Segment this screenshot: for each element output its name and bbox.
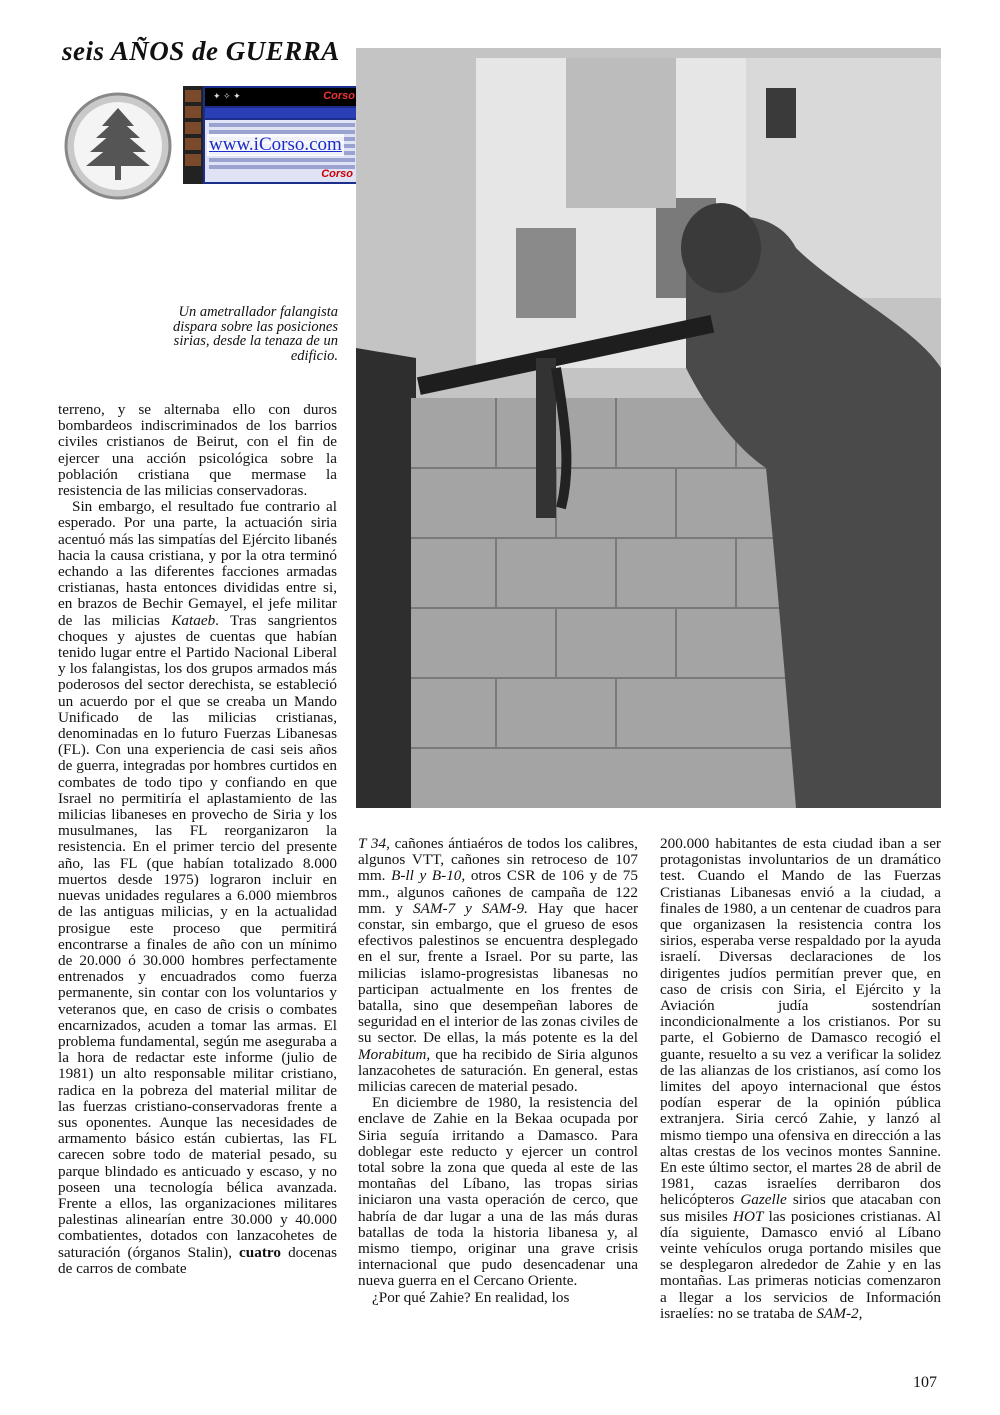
text-column-2 [358,836,638,1306]
cedar-emblem-logo [62,86,180,204]
banner-brand: Corso [323,90,355,102]
photo-caption: Un ametrallador falangista dispara sobre las posiciones sirias, desde la tenaza de un edificio. [172,304,338,364]
page-number: 107 [913,1374,937,1391]
paragraph: T 34, cañones ántiaéros de todos los calibres, algunos VTT, cañones sin retroceso de 107 mm. B-ll y B-10, otros CSR de 106 y de 75 mm., algunos cañones de campaña de 122 mm. y SAM-7 y SAM-9. Hay que hacer constar, sin embargo, que el grueso de esos efectivos palestinos se encuentra desplegado en el sur, frente a Israel. Por su parte, las milicias islamo-progresistas libanesas no participan actualmente en los frentes de batalla, sino que desempeñan labores de seguridad en el interior de las zonas civiles de su sector. De ellas, la más potente es la del Morabitum, que ha recibido de Siria algunos lanzacohetes de saturación. En general, estas milicias carecen de material pesado. [358,835,638,1096]
banner-brand-small: Corso [321,168,353,180]
page-title: seis AÑOS de GUERRA [62,36,340,66]
banner-subbar [205,108,359,118]
text-column-3 [660,836,941,1322]
paragraph: terreno, y se alternaba ello con duros bombardeos indiscriminados de los barrios civiles cristianos de Beirut, con el fin de ejercer una acción psicológica sobre la población cristiana que mermase la resistencia de las milicias conservadoras. [58,401,337,500]
banner-sidebar-thumbnails [183,86,203,184]
paragraph: 200.000 habitantes de esta ciudad iban a ser protagonistas involuntarios de un dramático test. Cuando el Mando de las Fuerzas Cristianas Libanesas envió a la ciudad, a finales de 1980, a un centenar de cuadros para que organizasen la resistencia contra los sirios, esperaba verse respaldado por la ayuda israelí. Diversas declaraciones de los dirigentes judíos permitían prever que, en caso de crisis con Siria, el Ejército y la Aviación judía sostendrían incondicionalmente a los cristianos. Por su parte, el Gobierno de Damasco recogió el guante, resuelto a su vez a verificar la solidez de las alianzas de los cristianos, así como los limites del apoyo internacional que éstos podían esperar de la opinión pública extranjera. Siria cercó Zahie, y lanzó al mismo tiempo una ofensiva en dirección a las altas crestas de los vecinos montes Sannine. En este último sector, el martes 28 de abril de 1981, cazas israelíes derribaron dos helicópteros Gazelle sirios que atacaban con sus misiles HOT las posiciones cristianas. Al día siguiente, Damasco envió al Líbano veinte vehículos oruga portando misiles que se desplegaron alrededor de Zahie y en las montañas. Las primeras noticias comenzaron a llegar a los servicios de Información israelíes: no se trataba de SAM-2, [660,835,941,1322]
icorso-banner[interactable] [183,86,361,184]
cedar-icon [62,86,180,204]
paragraph: En diciembre de 1980, la resistencia del enclave de Zahie en la Bekaa ocupada por Siria seguía irritando a Damasco. Para doblegar este reducto y ejercer un control total sobre la zona que queda al este de las montañas del Líbano, las tropas sirias iniciaron una vasta operación de cerco, que habría de dar lugar a una de las más duras batallas de toda la historia libanesa y, al mismo tiempo, originar una grave crisis internacional que pudo desencadenar una nueva guerra en el Cercano Oriente. [358,1094,638,1290]
paragraph: Sin embargo, el resultado fue contrario al esperado. Por una parte, la actuación siria acentuó más las simpatías del Ejército libanés hacia la causa cristiana, y por la otra terminó echando a las diferentes facciones armadas cristianas, hasta entonces divididas entre si, en brazos de Bechir Gemayel, el jefe militar de las milicias Kataeb. Tras sangrientos choques y ajustes de cuentas que habían tenido lugar entre el Partido Nacional Liberal y los falangistas, los dos grupos armados más poderosos del sector derechista, se estableció un acuerdo por el que se creaba un Mando Unificado de las milicias cristianas, denominadas en lo futuro Fuerzas Libanesas (FL). Con una experiencia de casi seis años de guerra, integradas por hombres curtidos en combates de todo tipo y confiando en que Israel no permitiría el aplastamiento de las milicias libaneses en provecho de Siria y los musulmanes, las FL reorganizaron la resistencia. En el primer tercio del presente año, las FL (que habían totalizado 8.000 muertos desde 1975) lograron incluir en nuevas unidades regulares a 6.000 miembros de las antiguas milicias, y en la actualidad prosigue este proceso que permitirá encontrarse a finales de año con un mínimo de 20.000 ó 30.000 hombres perfectamente entrenados y encuadrados como fuerza permanente, sin contar con los voluntarios y veteranos que, en caso de crisis o combates encarnizados, acuden a tomar las armas. El problema fundamental, según me aseguraba a la hora de redactar este informe (julio de 1981) un alto responsable militar cristiano, radica en la pobreza del material militar de las fuerzas cristiano-conservadoras frente a sus oponentes. Aunque las necesidades de armamento básico están cubiertas, las FL carecen sobre todo de material pesado, su parque blindado es anticuado y escaso, y no poseen una tecnología bélica avanzada. Frente a ellos, las organizaciones militares palestinas alinearían entre 30.000 y 40.000 combatientes, dotados con lanzacohetes de saturación (órganos Stalin), cuatro docenas de carros de combate [58,498,338,1277]
icorso-url-link[interactable]: www.iCorso.com [209,134,342,155]
photo-illustration-icon [356,48,941,808]
banner-header [205,88,359,106]
banner-scrawl-icon: ✦ ✧ ✦ [213,91,241,101]
paragraph: ¿Por qué Zahie? En realidad, los [372,1288,570,1306]
text-column-1 [58,402,337,1277]
machine-gunner-photo [356,48,941,808]
